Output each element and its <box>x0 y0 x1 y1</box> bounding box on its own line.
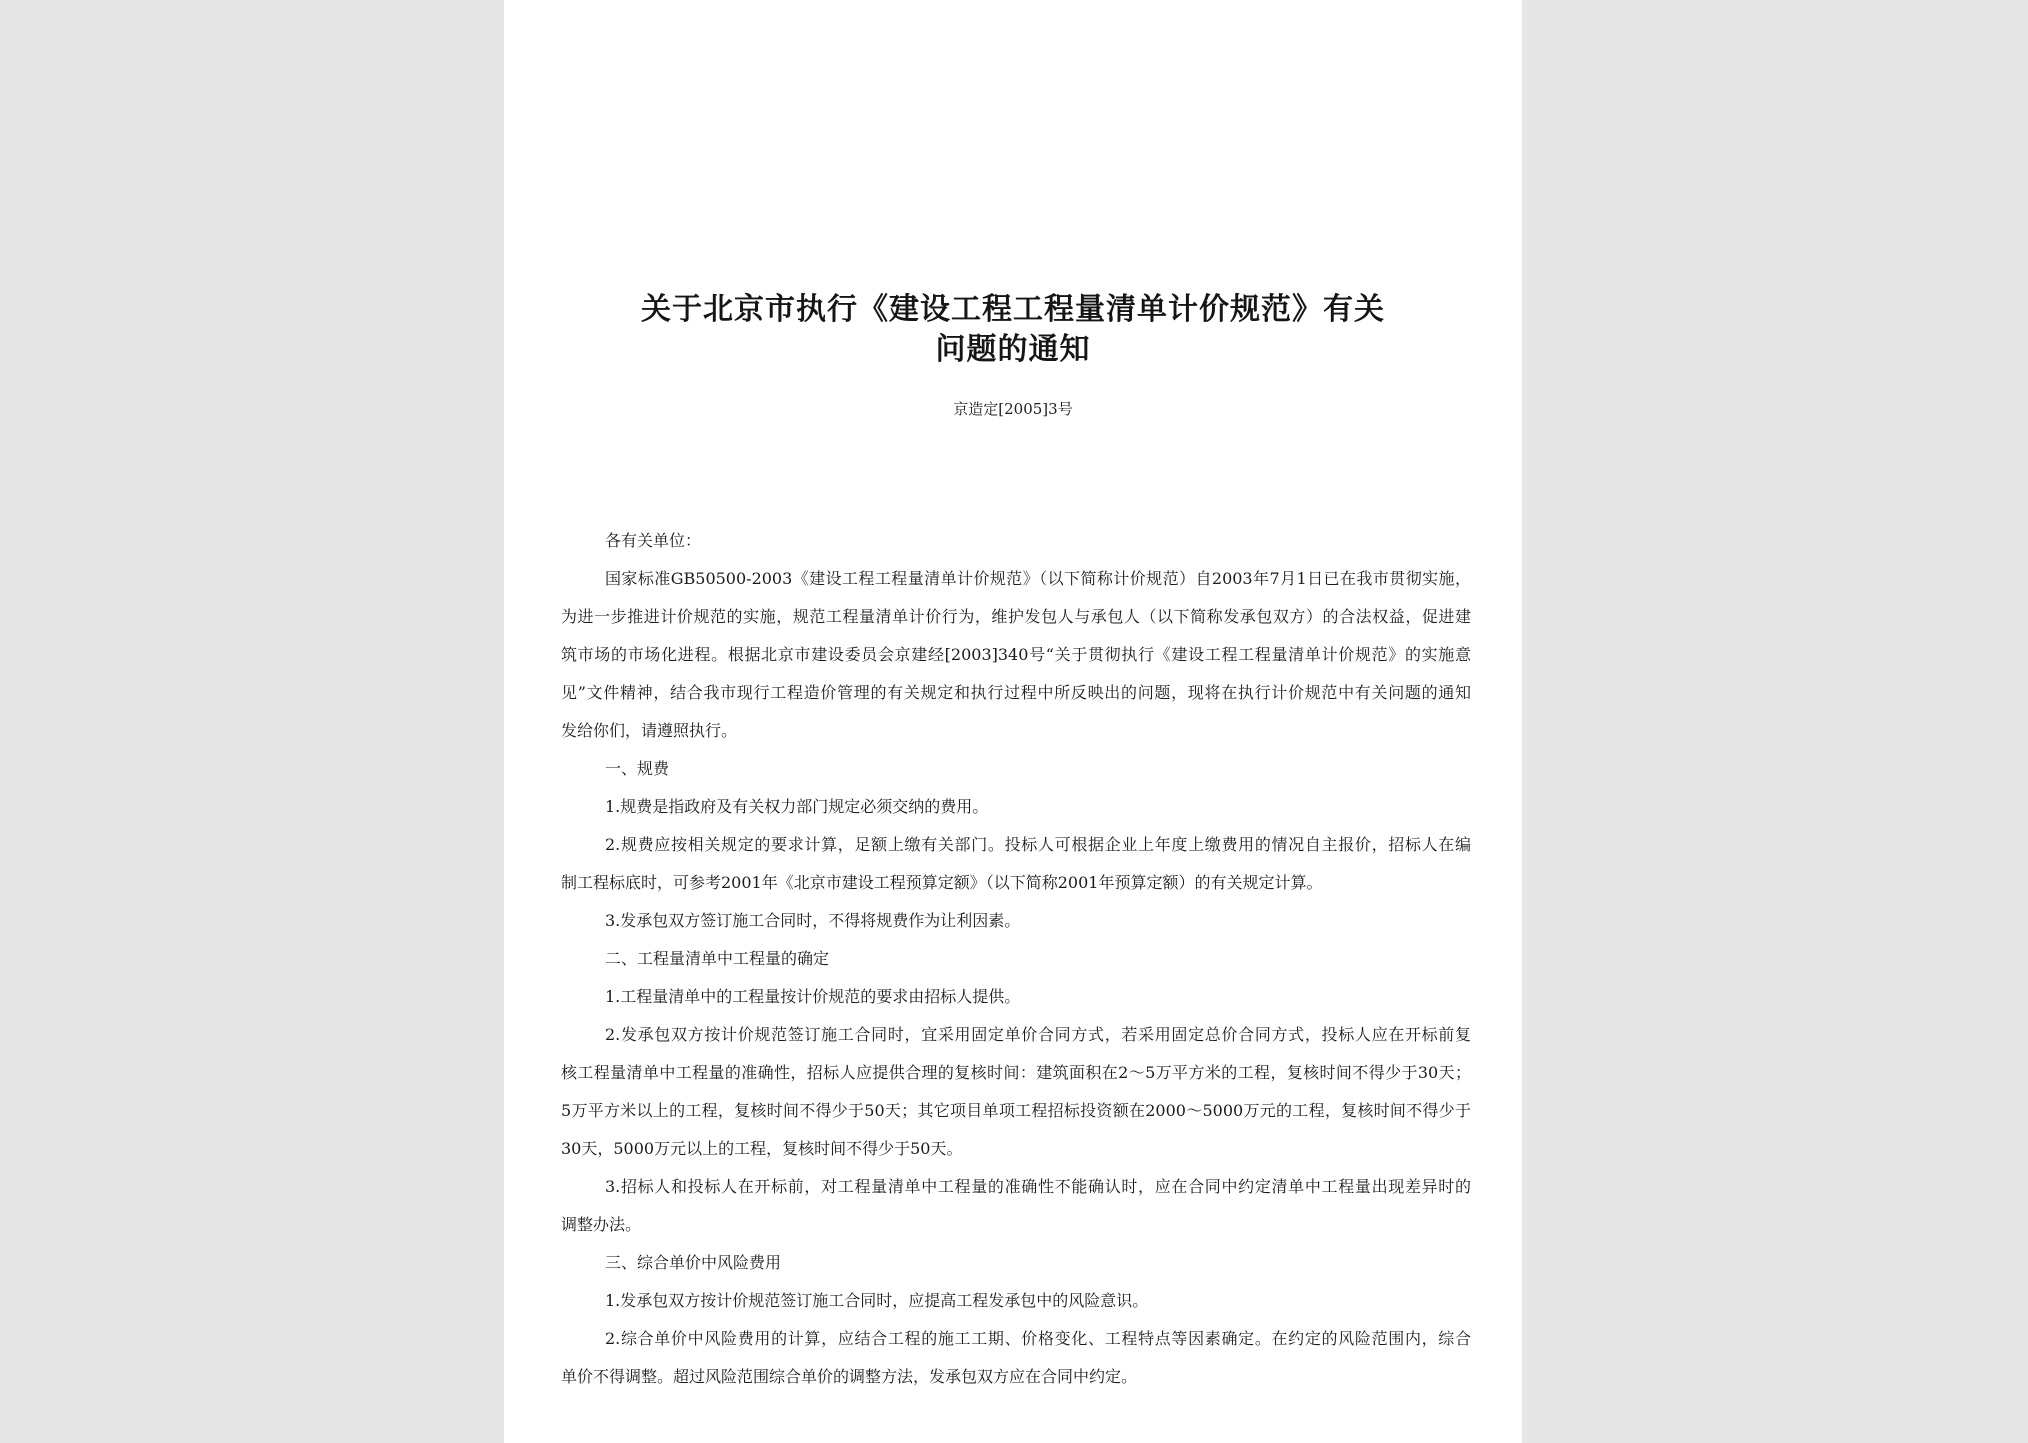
body-line: 筑市场的市场化进程。根据北京市建设委员会京建经[2003]340号“关于贯彻执行《建设工程工程量清单计价规范》的实施意 <box>561 645 1471 664</box>
body-line: 2.综合单价中风险费用的计算，应结合工程的施工工期、价格变化、工程特点等因素确定。在约定的风险范围内，综合 <box>605 1329 1471 1348</box>
body-line: 一、规费 <box>605 759 670 778</box>
body-line: 2.规费应按相关规定的要求计算，足额上缴有关部门。投标人可根据企业上年度上缴费用的情况自主报价，招标人在编 <box>605 835 1471 854</box>
body-line: 1.发承包双方按计价规范签订施工合同时，应提高工程发承包中的风险意识。 <box>605 1291 1149 1310</box>
body-line: 3.招标人和投标人在开标前，对工程量清单中工程量的准确性不能确认时，应在合同中约定清单中工程量出现差异时的 <box>605 1177 1471 1196</box>
salutation: 各有关单位： <box>605 531 702 550</box>
document-body <box>561 522 1471 1396</box>
body-line: 见”文件精神，结合我市现行工程造价管理的有关规定和执行过程中所反映出的问题，现将在执行计价规范中有关问题的通知 <box>561 683 1471 702</box>
body-line: 5万平方米以上的工程，复核时间不得少于50天；其它项目单项工程招标投资额在2000～5000万元的工程，复核时间不得少于 <box>561 1101 1471 1120</box>
body-line: 核工程量清单中工程量的准确性，招标人应提供合理的复核时间：建筑面积在2～5万平方米的工程，复核时间不得少于30天； <box>561 1063 1471 1082</box>
body-line: 调整办法。 <box>561 1215 642 1234</box>
body-line: 3.发承包双方签订施工合同时，不得将规费作为让利因素。 <box>605 911 1021 930</box>
body-line: 2.发承包双方按计价规范签订施工合同时，宜采用固定单价合同方式，若采用固定总价合同方式，投标人应在开标前复 <box>605 1025 1471 1044</box>
document-number: 京造定[2005]3号 <box>953 400 1073 418</box>
body-line: 二、工程量清单中工程量的确定 <box>605 949 830 968</box>
body-line: 三、综合单价中风险费用 <box>605 1253 782 1272</box>
body-line: 发给你们，请遵照执行。 <box>561 721 738 740</box>
title-line-1: 关于北京市执行《建设工程工程量清单计价规范》有关 <box>641 292 1385 327</box>
body-line: 国家标准GB50500-2003《建设工程工程量清单计价规范》（以下简称计价规范）自2003年7月1日已在我市贯彻实施， <box>605 569 1471 588</box>
title-line-2: 问题的通知 <box>935 332 1091 367</box>
body-line: 制工程标底时，可参考2001年《北京市建设工程预算定额》（以下简称2001年预算定额）的有关规定计算。 <box>561 873 1323 892</box>
body-line: 30天，5000万元以上的工程，复核时间不得少于50天。 <box>561 1139 963 1158</box>
body-line: 为进一步推进计价规范的实施，规范工程量清单计价行为，维护发包人与承包人（以下简称发承包双方）的合法权益，促进建 <box>561 607 1471 626</box>
body-line: 1.工程量清单中的工程量按计价规范的要求由招标人提供。 <box>605 987 1021 1006</box>
body-line: 1.规费是指政府及有关权力部门规定必须交纳的费用。 <box>605 797 989 816</box>
document-page <box>504 0 1522 1443</box>
body-line: 单价不得调整。超过风险范围综合单价的调整方法，发承包双方应在合同中约定。 <box>561 1367 1138 1386</box>
document-title <box>564 290 1462 370</box>
body-lines <box>561 560 1471 1396</box>
